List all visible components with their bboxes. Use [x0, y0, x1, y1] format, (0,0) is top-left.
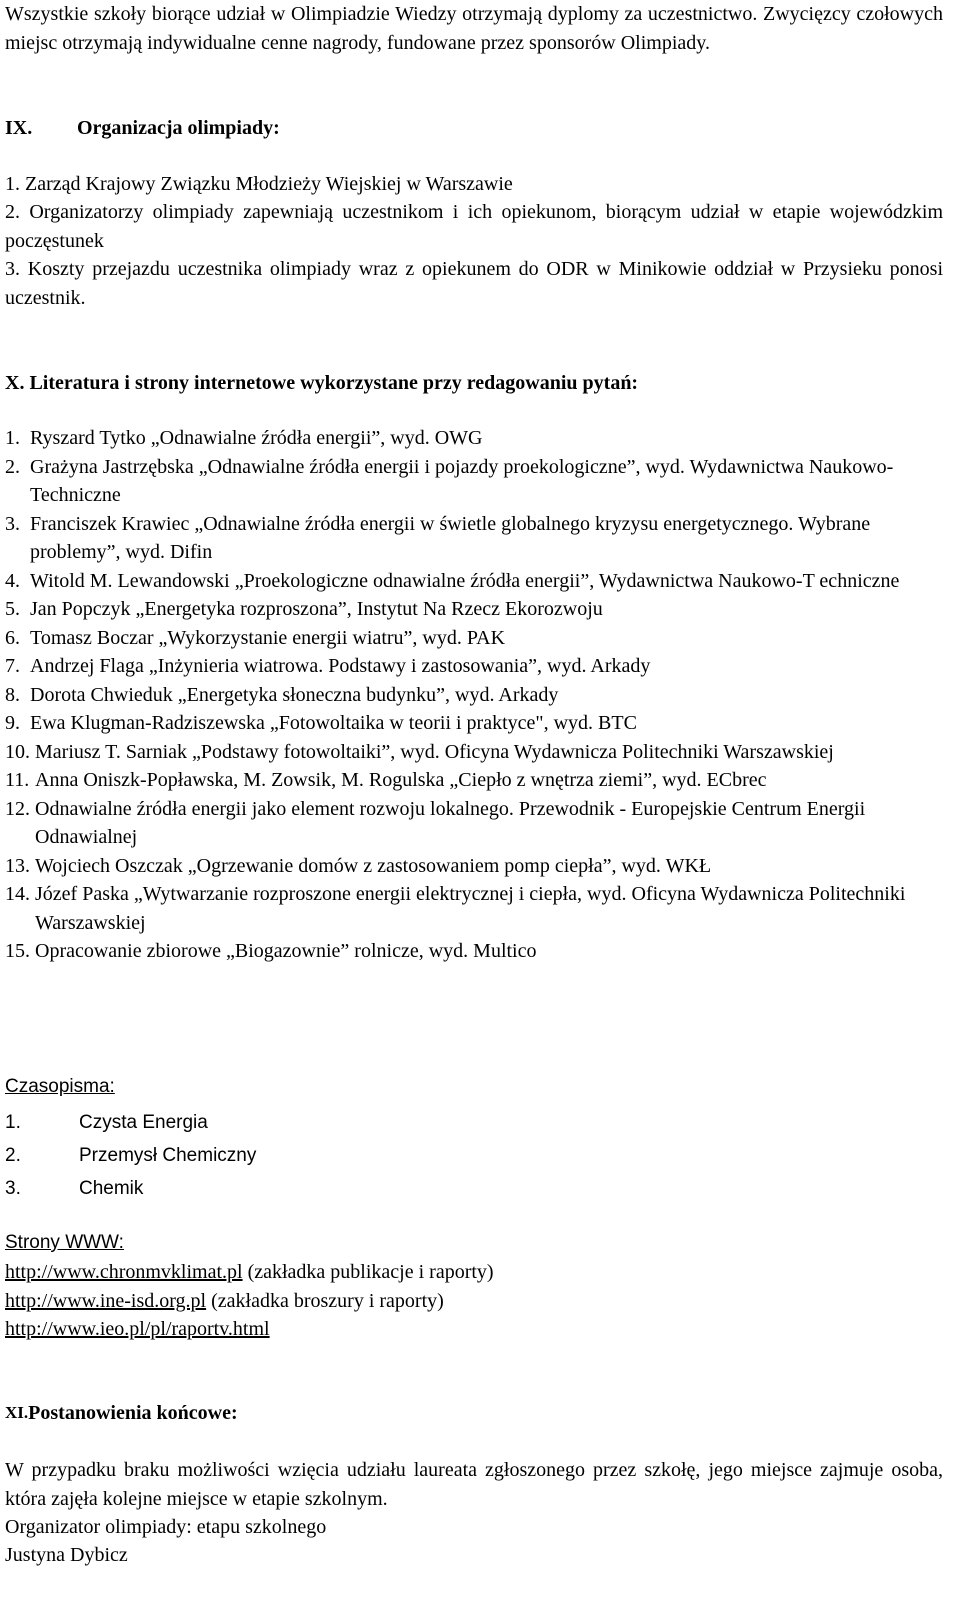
literature-item: 1. Ryszard Tytko „Odnawialne źródła energii”, wyd. OWG [5, 427, 483, 449]
link-row: http://www.ine-isd.org.pl (zakładka broszury i raporty) [5, 1289, 444, 1312]
link-ine-isd[interactable]: http://www.ine-isd.org.pl [5, 1289, 207, 1312]
section-ix-title: Organizacja olimpiady: [77, 117, 280, 139]
www-label: Strony WWW: [5, 1232, 124, 1253]
link-ieo[interactable]: http://www.ieo.pl/pl/raportv.html [5, 1318, 270, 1340]
literature-item: 4. Witold M. Lewandowski „Proekologiczne odnawialne źródła energii”, Wydawnictwa Naukowo-T echniczne [5, 569, 900, 592]
magazine-item: 2. Przemysł Chemiczny [5, 1145, 257, 1166]
intro-paragraph: Wszystkie szkoły biorące udział w Olimpiadzie Wiedzy otrzymają dyplomy za uczestnictwo. Zwycięzcy czołowych miejsc otrzymają indywidualne cenne nagrody, fundowane przez sponsorów Olimpiady. [5, 3, 943, 54]
literature-item: 3. Franciszek Krawiec „Odnawialne źródła energii w świetle globalnego kryzysu energetycznego. Wybrane problemy”, wyd. Difin [5, 512, 871, 563]
section-xi-heading [5, 1399, 238, 1428]
literature-item: 13. Wojciech Oszczak „Ogrzewanie domów z zastosowaniem pomp ciepła”, wyd. WKŁ [5, 854, 712, 877]
link-chronmvklimat[interactable]: http://www.chronmvklimat.pl [5, 1261, 243, 1283]
literature-item: 7. Andrzej Flaga „Inżynieria wiatrowa. Podstawy i zastosowania”, wyd. Arkady [5, 655, 651, 677]
literature-item: 8. Dorota Chwieduk „Energetyka słoneczna budynku”, wyd. Arkady [5, 683, 559, 706]
literature-item: 11. Anna Oniszk-Popławska, M. Zowsik, M. Rogulska „Ciepło z wnętrza ziemi”, wyd. ECbrec [5, 769, 767, 791]
literature-item: 9. Ewa Klugman-Radziszewska „Fotowoltaika w teorii i praktyce", wyd. BTC [5, 712, 637, 734]
link-row: http://www.chronmvklimat.pl (zakładka publikacje i raporty) [5, 1261, 494, 1283]
section-ix-heading [5, 114, 280, 143]
literature-list [5, 424, 943, 966]
literature-item: 5. Jan Popczyk „Energetyka rozproszona”, Instytut Na Rzecz Ekorozwoju [5, 598, 603, 620]
section-xi-number: XI. [5, 1403, 29, 1422]
magazine-item: 3. Chemik [5, 1178, 144, 1199]
final-paragraph: W przypadku braku możliwości wzięcia udziału laureata zgłoszonego przez szkołę, jego miejsce zajmuje osoba, która zajęła kolejne miejsce w etapie szkolnym. [5, 1459, 943, 1510]
ix-item-1: 1. Zarząd Krajowy Związku Młodzieży Wiejskiej w Warszawie [5, 173, 513, 195]
magazines-list [5, 1106, 256, 1205]
ix-item-2: 2. Organizatorzy olimpiady zapewniają uczestnikom i ich opiekunom, biorącym udział w etapie wojewódzkim poczęstunek [5, 201, 943, 252]
magazines-label: Czasopisma: [5, 1076, 115, 1097]
literature-item: 6. Tomasz Boczar „Wykorzystanie energii wiatru”, wyd. PAK [5, 626, 506, 649]
ix-item-3: 3. Koszty przejazdu uczestnika olimpiady wraz z opiekunem do ODR w Minikowie oddział w Przysieku ponosi uczestnik. [5, 258, 943, 309]
literature-item: 12. Odnawialne źródła energii jako element rozwoju lokalnego. Przewodnik - Europejskie Centrum Energii Odnawialnej [5, 797, 866, 848]
section-x-heading: X. Literatura i strony internetowe wykorzystane przy redagowaniu pytań: [5, 372, 639, 394]
section-xi-title: Postanowienia końcowe: [28, 1402, 238, 1424]
literature-item: 14. Józef Paska „Wytwarzanie rozproszone energii elektrycznej i ciepła, wyd. Oficyna Wydawnicza Politechniki Warszawskiej [5, 883, 906, 934]
magazine-item: 1. Czysta Energia [5, 1112, 208, 1133]
organizer-line: Organizator olimpiady: etapu szkolnego [5, 1516, 327, 1538]
links-list [5, 1258, 494, 1344]
literature-item: 2. Grażyna Jastrzębska „Odnawialne źródła energii i pojazdy proekologiczne”, wyd. Wydawnictwa Naukowo-Techniczne [5, 455, 894, 506]
link-row [5, 1315, 494, 1344]
literature-item: 15. Opracowanie zbiorowe „Biogazownie” rolnicze, wyd. Multico [5, 940, 537, 962]
section-ix-number: IX. [5, 117, 33, 139]
organizer-name: Justyna Dybicz [5, 1544, 128, 1566]
literature-item: 10. Mariusz T. Sarniak „Podstawy fotowoltaiki”, wyd. Oficyna Wydawnicza Politechniki Warszawskiej [5, 740, 834, 763]
